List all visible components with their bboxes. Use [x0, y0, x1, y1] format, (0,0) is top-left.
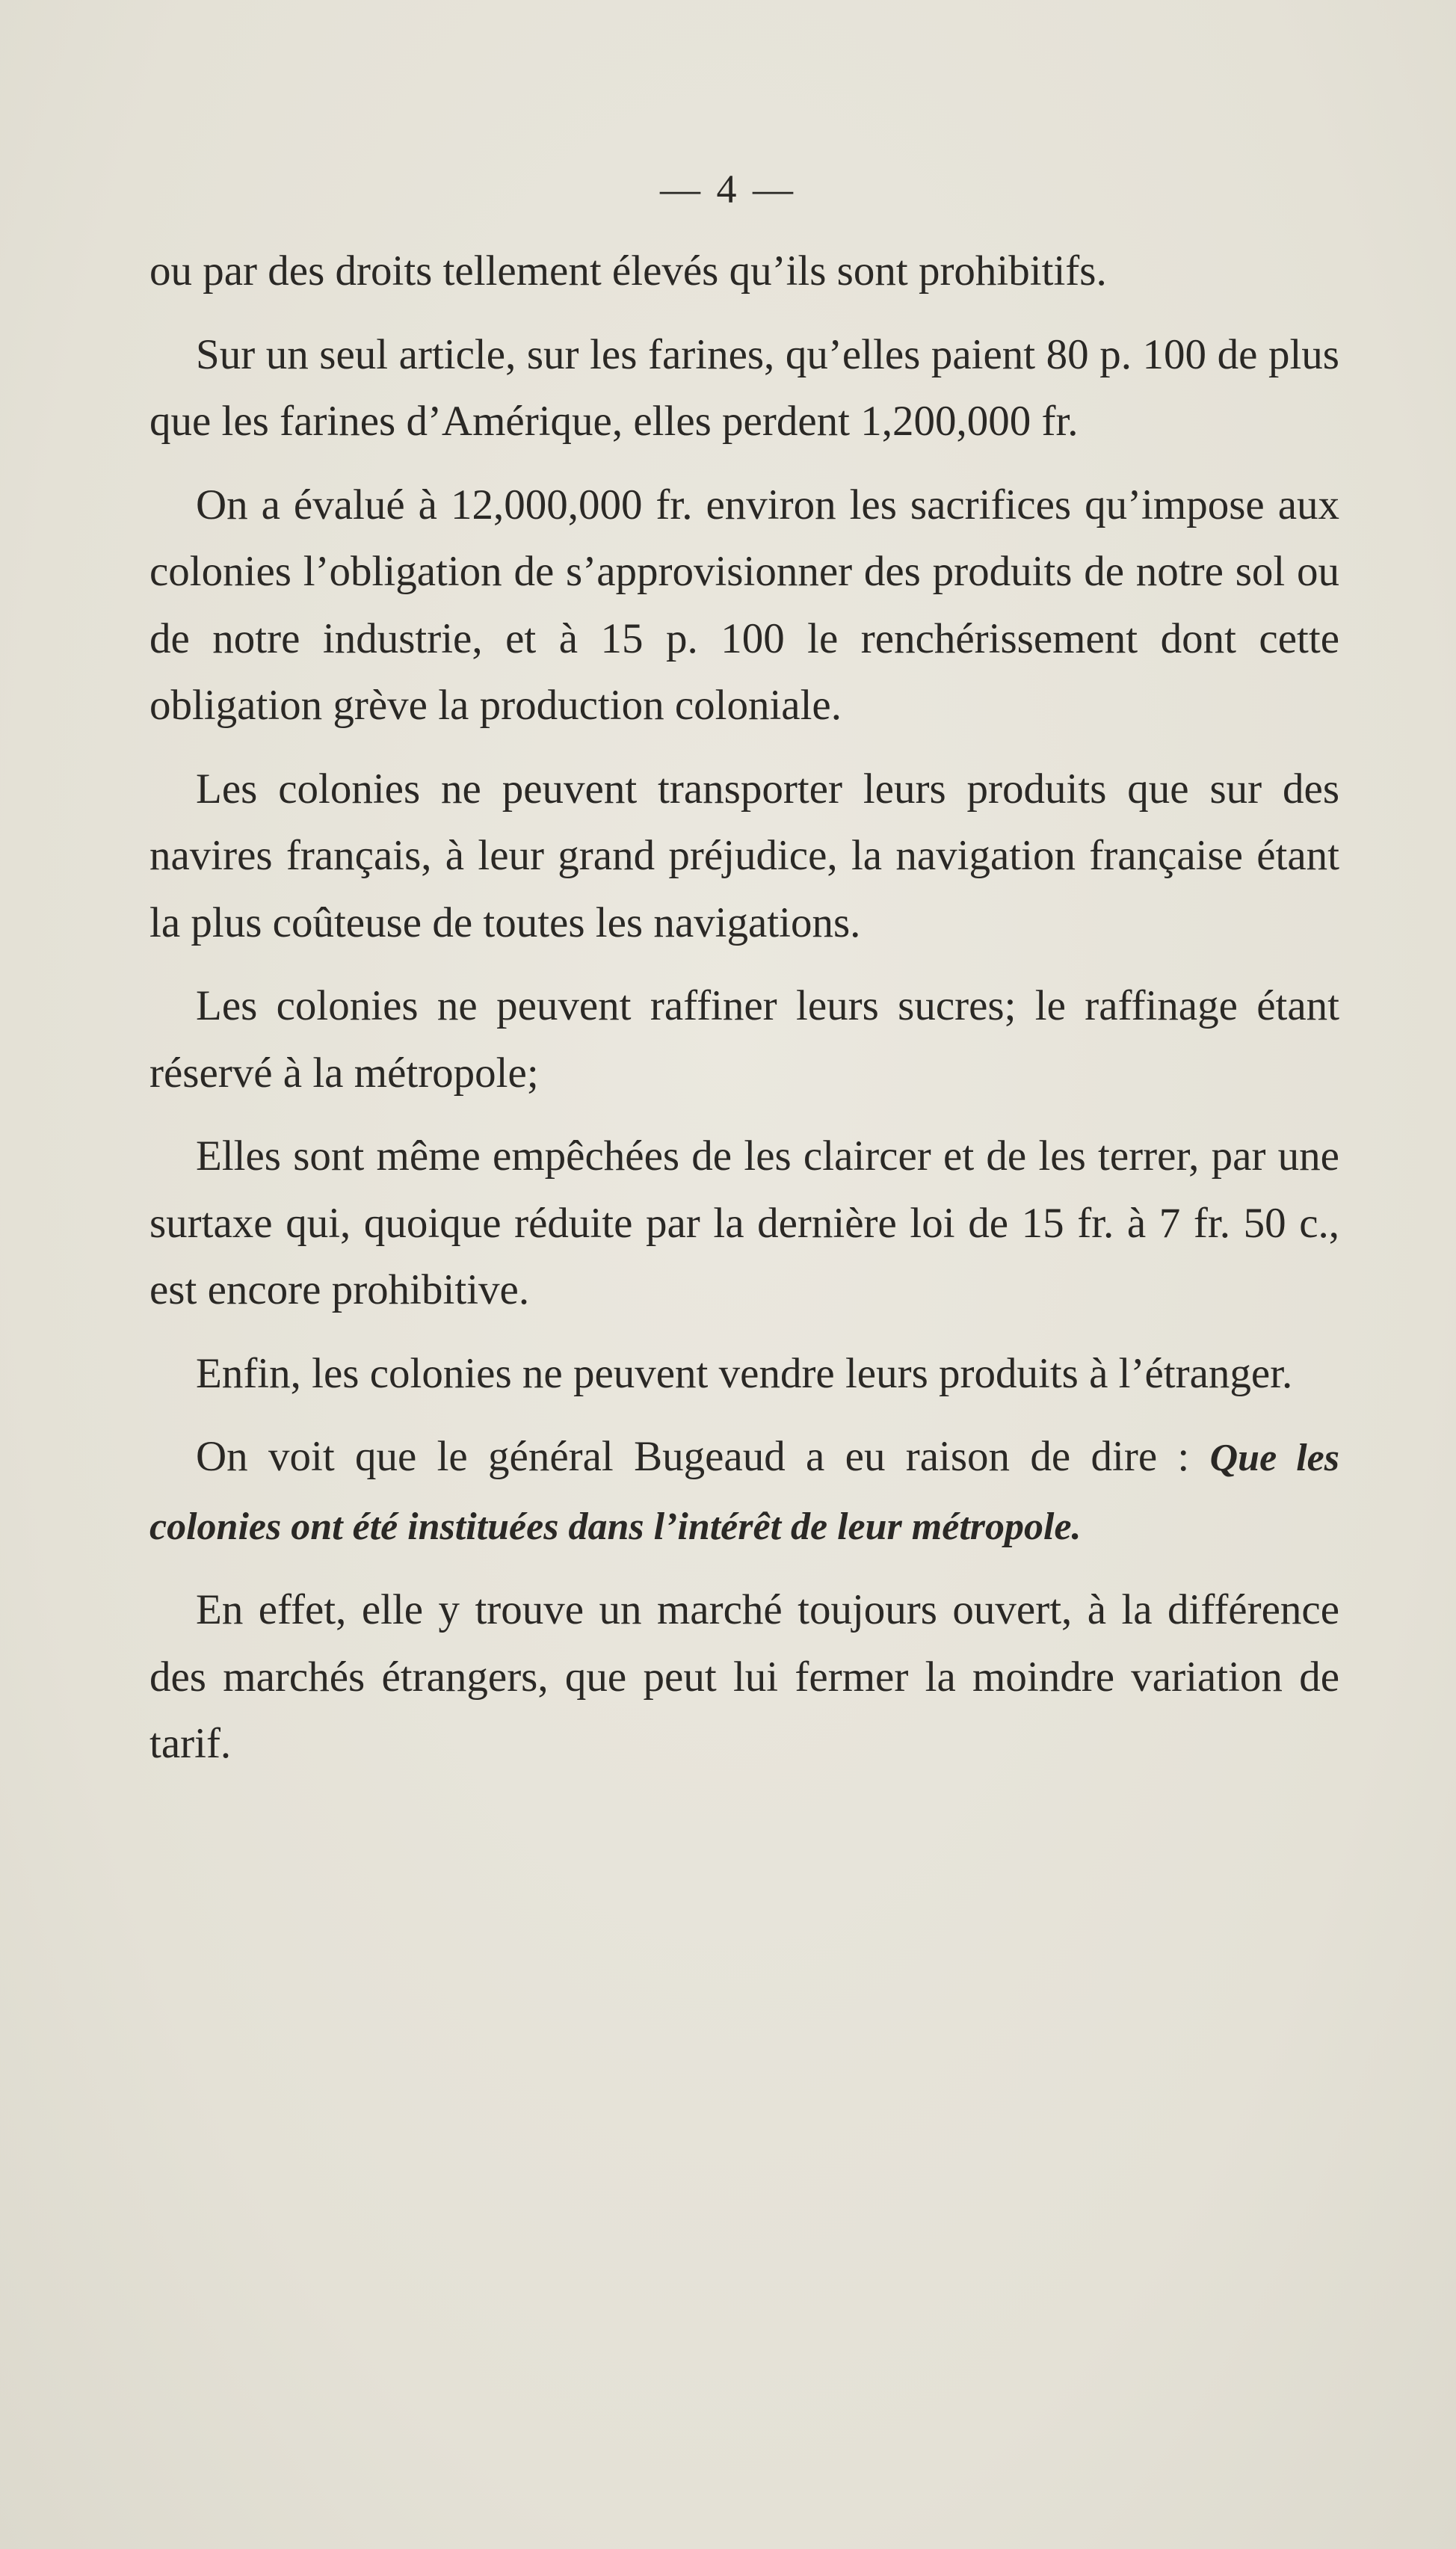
paragraph-bugeaud [149, 1423, 1339, 1560]
paragraph-3: On a évalué à 12,000,000 fr. environ les sacrifices qu’impose aux colonies l’obligation de s’approvisionner des produits de notre sol ou de notre industrie, et à 15 p. 100 le renchérissement dont cette obligation grève la production coloniale. [149, 481, 1339, 729]
paragraph-1: ou par des droits tellement élevés qu’ils sont prohibitifs. [149, 247, 1107, 295]
page-number: — 4 — [660, 167, 796, 212]
paragraph-6: Elles sont même empêchées de les claircer et de les terrer, par une surtaxe qui, quoique réduite par la dernière loi de 15 fr. à 7 fr. 50 c., est encore prohibitive. [149, 1132, 1339, 1313]
paragraph-2: Sur un seul article, sur les farines, qu’elles paient 80 p. 100 de plus que les farines d’Amérique, elles perdent 1,200,000 fr. [149, 330, 1339, 445]
paragraph-closing: En effet, elle y trouve un marché toujours ouvert, à la différence des marchés étrangers, que peut lui fermer la moindre variation de tarif. [149, 1586, 1339, 1767]
bugeaud-lead: On voit que le général Bugeaud a eu raison de dire : [196, 1433, 1190, 1480]
bugeaud-quote: Que les colonies ont été instituées dans l’intérêt de leur métropole. [149, 1437, 1339, 1548]
paragraph-5: Les colonies ne peuvent raffiner leurs sucres; le raffinage étant réservé à la métropole; [149, 982, 1339, 1097]
body-text [149, 238, 1339, 1794]
paragraph-4: Les colonies ne peuvent transporter leurs produits que sur des navires français, à leur grand préjudice, la navigation française étant la plus coûteuse de toutes les navigations. [149, 765, 1339, 946]
paragraph-7: Enfin, les colonies ne peuvent vendre leurs produits à l’étranger. [196, 1349, 1293, 1397]
